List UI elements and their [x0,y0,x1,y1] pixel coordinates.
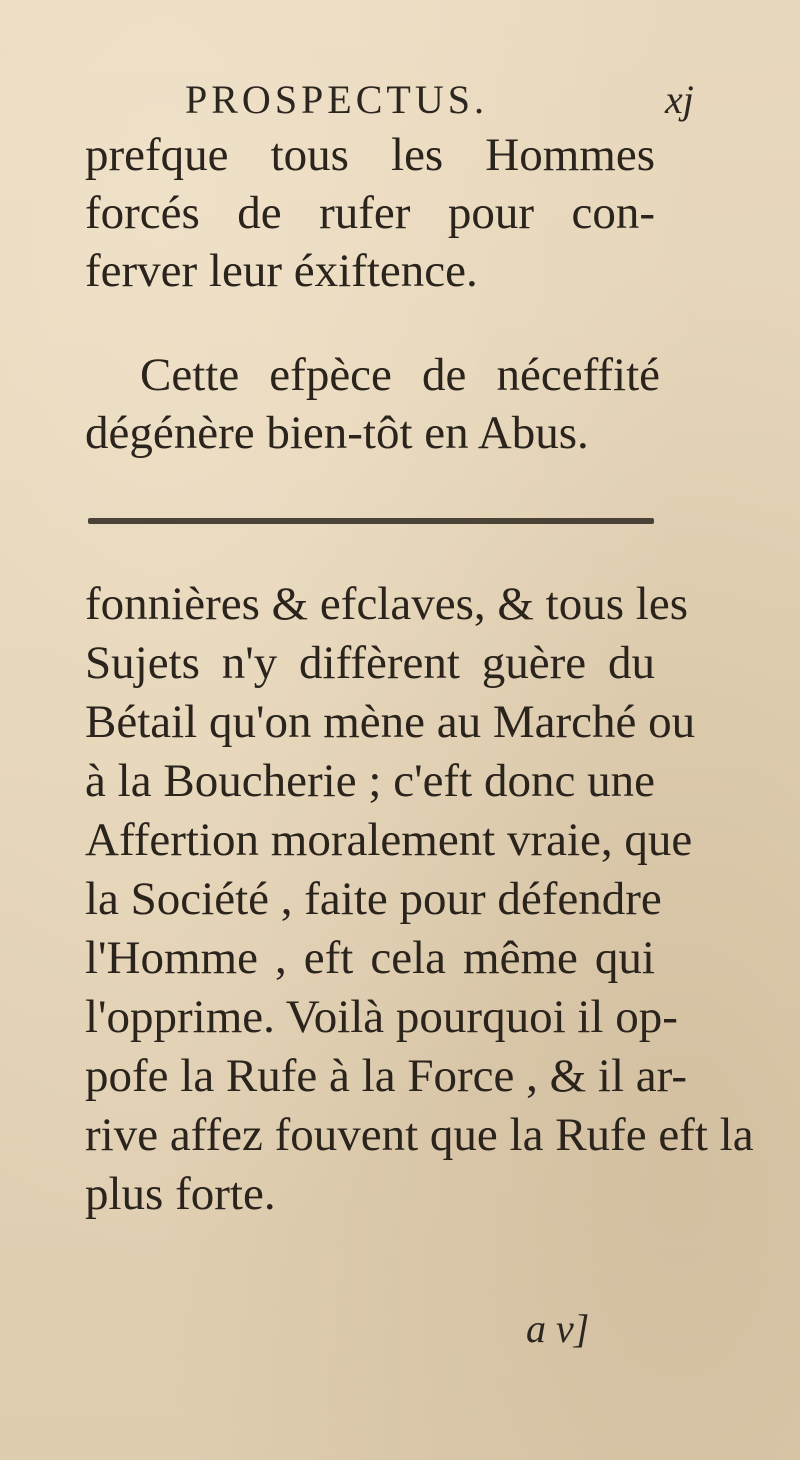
text-line: rive affez fouvent que la Rufe eft la [85,1109,754,1161]
text-line: la Société , faite pour défendre [85,873,662,925]
page-folio: xj [665,77,694,122]
text-line: l'opprime. Voilà pourquoi il op- [85,991,678,1043]
text-line: dégénère bien-tôt en Abus. [85,407,589,459]
text-line: plus forte. [85,1168,276,1220]
text-line: prefque tous les Hommes [85,129,655,181]
text-line: Bétail qu'on mène au Marché ou [85,696,696,748]
text-line: ferver leur éxiftence. [85,245,478,297]
text-line: Sujets n'y diffèrent guère du [85,637,655,689]
text-line: l'Homme , eft cela même qui [85,932,655,984]
signature-mark: a v] [526,1306,590,1351]
text-line: pofe la Rufe à la Force , & il ar- [85,1050,687,1102]
text-line: Cette efpèce de néceffité [140,349,660,401]
section-divider [88,518,654,524]
text-line: forcés de rufer pour con- [85,187,655,239]
text-line: fonnières & efclaves, & tous les [85,578,688,630]
text-line: Affertion moralement vraie, que [85,814,693,866]
running-title: PROSPECTUS. [185,77,488,122]
text-line: à la Boucherie ; c'eft donc une [85,755,655,807]
